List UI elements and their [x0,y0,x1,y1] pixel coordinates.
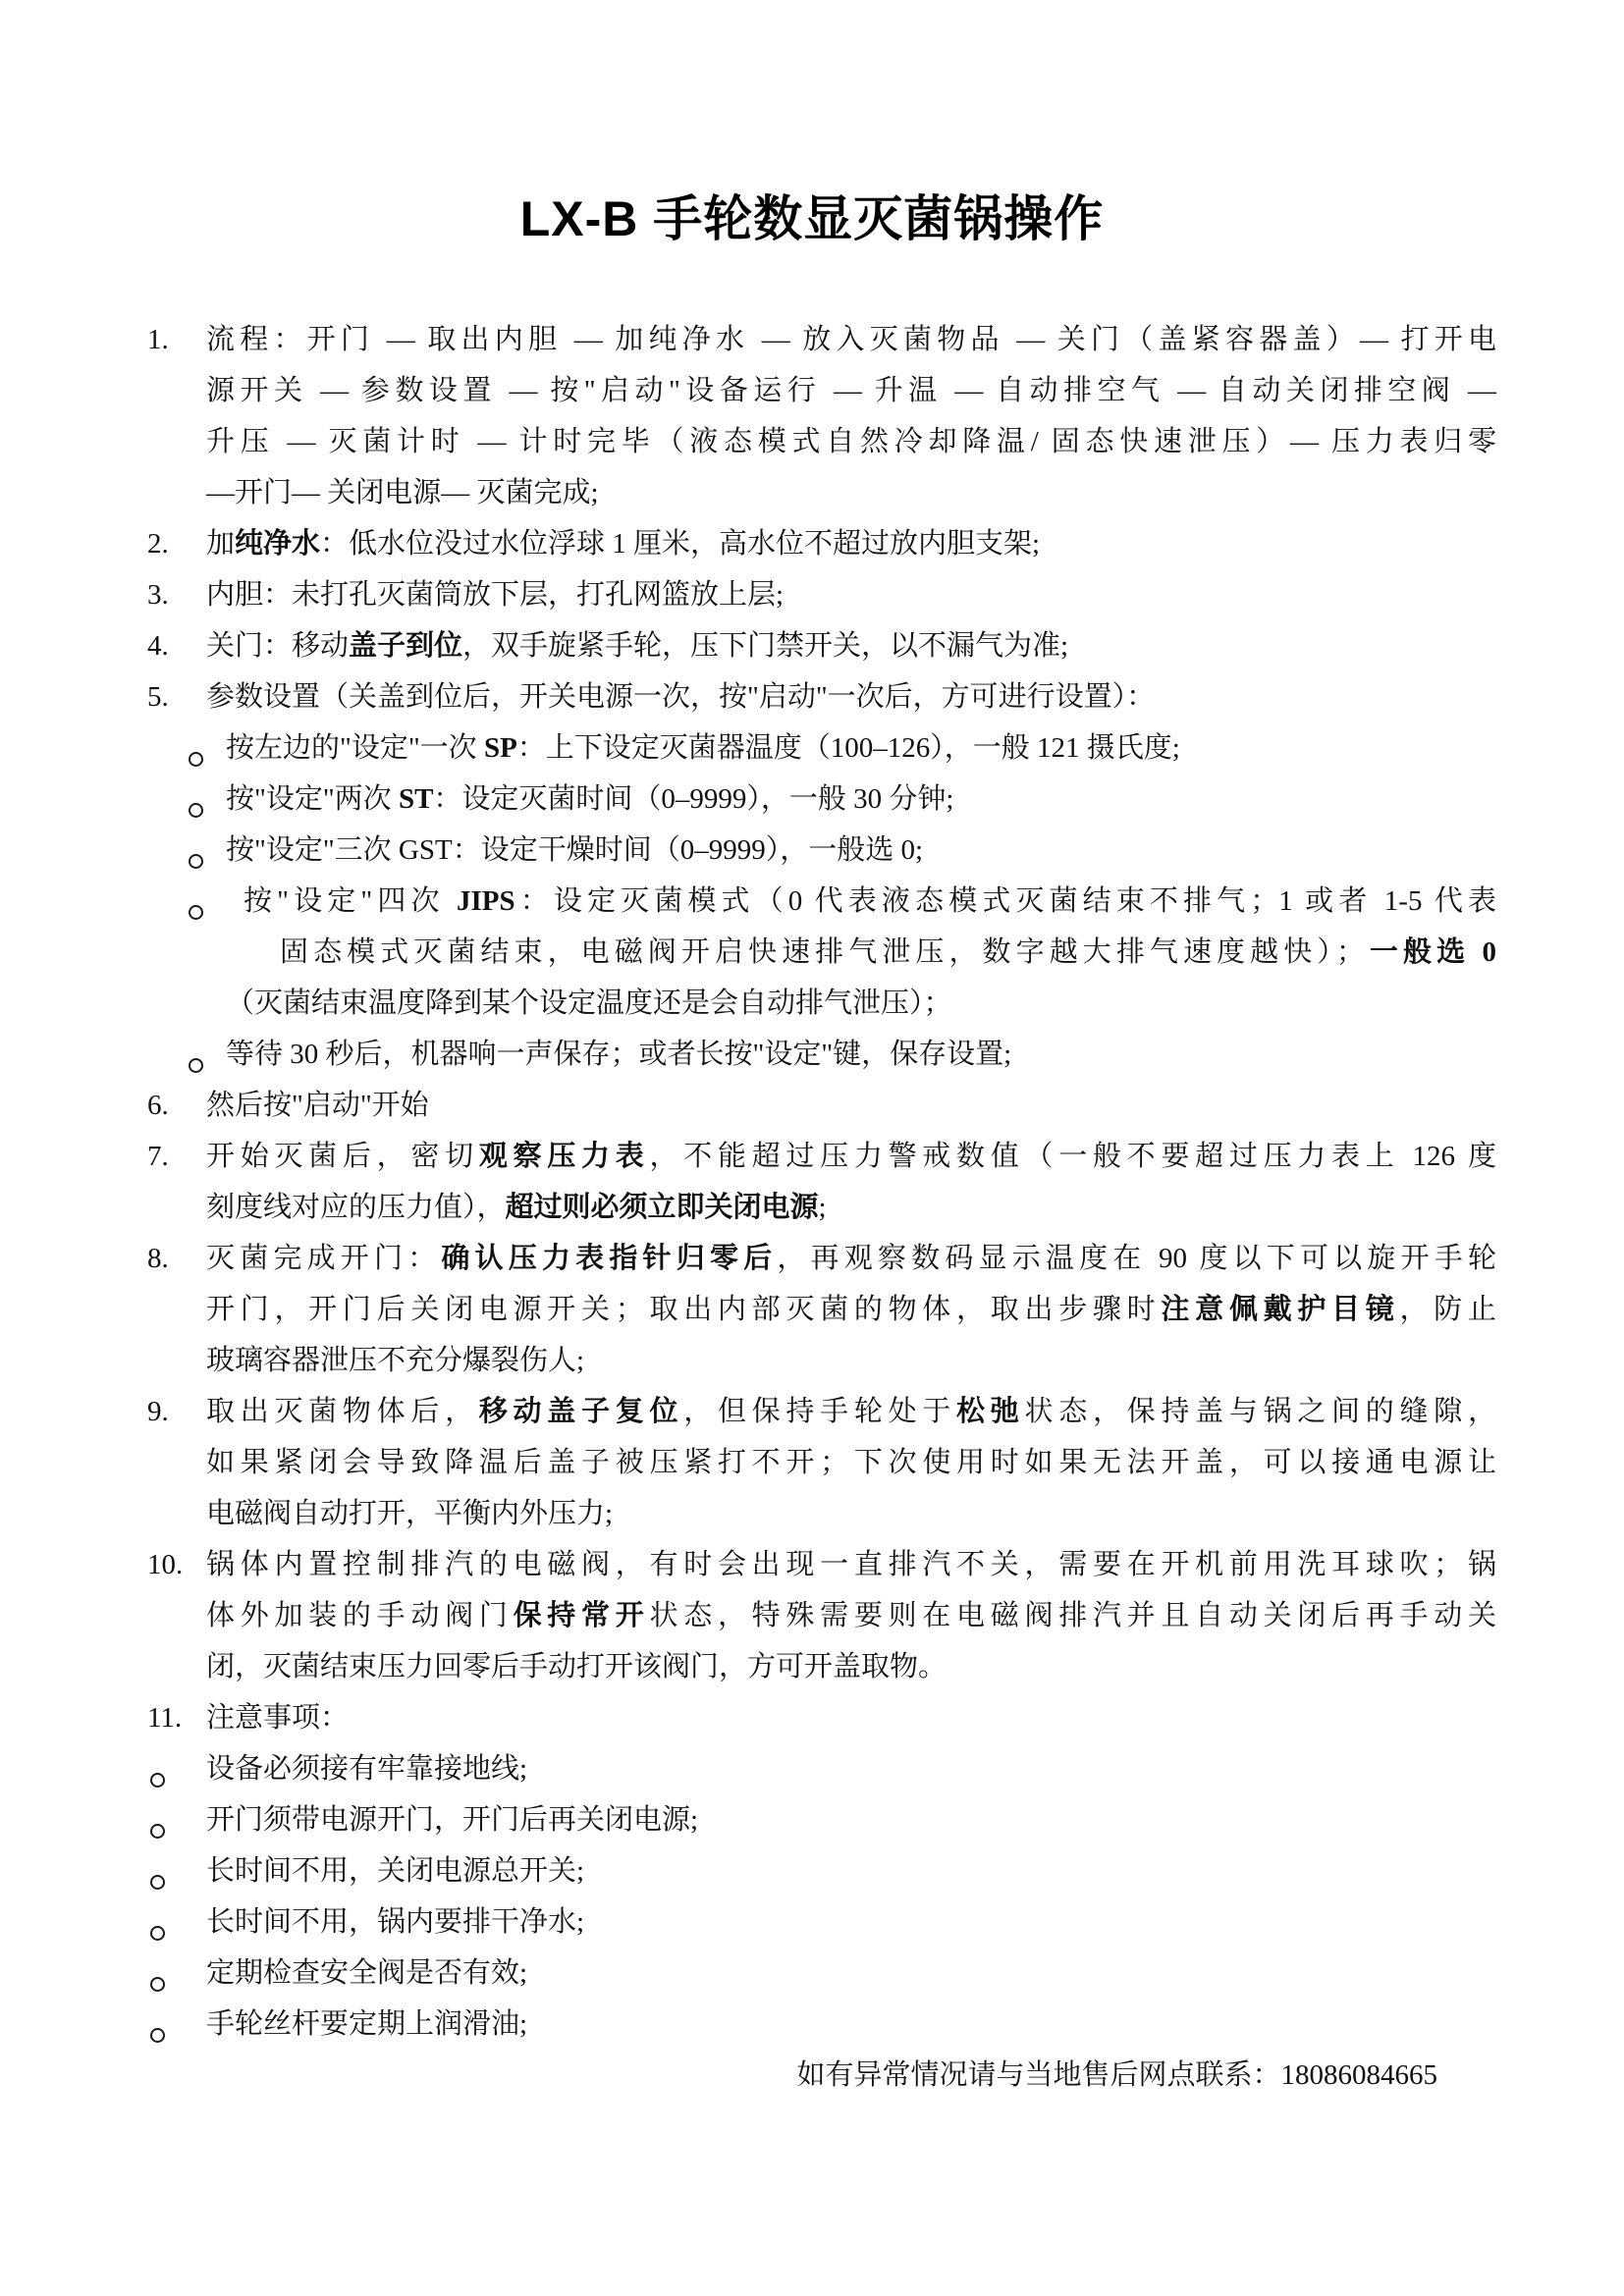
text-line: 内胆：未打孔灭菌筒放下层，打孔网篮放上层; [206,579,785,611]
item-9-reset-lid [0,1386,1496,1539]
text-line: 按左边的"设定"一次 SP：上下设定灭菌器温度（100–126），一般 121 摄氏度; [226,732,1180,764]
item-5-sub-jips [0,876,1496,1029]
item-5-sub-sp [0,722,1496,774]
note-safety-valve [0,1948,1496,1999]
note-power-on-open [0,1794,1496,1845]
item-8-open-after-done [0,1233,1496,1386]
text-line: 锅体内置控制排汽的电磁阀，有时会出现一直排汽不关，需要在开机前用洗耳球吹；锅 [206,1549,1496,1580]
text-line: 然后按"启动"开始 [206,1090,429,1121]
item-10-solenoid-valve [0,1539,1496,1692]
circle-bullet-icon [189,894,203,927]
text-line: 灭菌完成开门：确认压力表指针归零后，再观察数码显示温度在 90 度以下可以旋开手轮 [206,1243,1496,1274]
circle-bullet-icon [150,2017,165,2050]
text-line: 取出灭菌物体后，移动盖子复位，但保持手轮处于松弛状态，保持盖与锅之间的缝隙， [206,1396,1496,1427]
text-line: —开门— 关闭电源— 灭菌完成; [206,477,599,508]
text-line: 加纯净水：低水位没过水位浮球 1 厘米，高水位不超过放内胆支架; [206,528,1041,560]
note-main-switch [0,1845,1496,1896]
item-5-sub-st [0,774,1496,825]
list-number: 2. [147,528,169,560]
text-line: 长时间不用，锅内要排干净水; [206,1906,585,1938]
list-number: 6. [147,1090,169,1121]
text-line: 关门：移动盖子到位，双手旋紧手轮，压下门禁开关，以不漏气为准; [206,630,1069,662]
doc-list [0,314,1624,2050]
note-drain-water [0,1896,1496,1948]
text-line: 参数设置（关盖到位后，开关电源一次，按"启动"一次后，方可进行设置）： [206,681,1156,713]
circle-bullet-icon [150,1966,165,1999]
item-3-inner-chamber [0,569,1496,620]
note-lubricate [0,1999,1496,2050]
text-line: 定期检查安全阀是否有效; [206,1957,528,1989]
list-number: 11. [147,1702,183,1734]
circle-bullet-icon [189,741,203,774]
text-line: 开门，开门后关闭电源开关；取出内部灭菌的物体，取出步骤时注意佩戴护目镜，防止 [206,1294,1496,1325]
note-grounding [0,1743,1496,1794]
item-5-parameter-setting [0,671,1496,722]
circle-bullet-icon [150,1762,165,1794]
text-line: 源开关 — 参数设置 — 按"启动"设备运行 — 升温 — 自动排空气 — 自动关闭排空阀 — [206,375,1496,406]
item-1-process [0,314,1496,518]
text-line: 开始灭菌后，密切观察压力表，不能超过压力警戒数值（一般不要超过压力表上 126 度 [206,1141,1496,1172]
text-line: 手轮丝杆要定期上润滑油; [206,2008,528,2040]
circle-bullet-icon [189,792,203,825]
text-line: 固态模式灭菌结束，电磁阀开启快速排气泄压，数字越大排气速度越快）；一般选 0 [280,936,1496,968]
item-6-start [0,1080,1496,1131]
list-number: 8. [147,1243,169,1274]
list-number: 4. [147,630,169,662]
item-2-add-water [0,518,1496,569]
text-line: 流程：开门 — 取出内胆 — 加纯净水 — 放入灭菌物品 — 关门（盖紧容器盖）— 打开电 [206,324,1496,355]
list-number: 10. [147,1549,184,1580]
page-title: LX-B 手轮数显灭菌锅操作 [519,191,1105,246]
circle-bullet-icon [189,1047,203,1080]
circle-bullet-icon [189,843,203,876]
text-line: 刻度线对应的压力值），超过则必须立即关闭电源; [206,1192,827,1223]
item-11-notes [0,1692,1496,1743]
circle-bullet-icon [150,1813,165,1845]
item-5-sub-gst [0,825,1496,876]
circle-bullet-icon [150,1864,165,1896]
text-line: 闭，灭菌结束压力回零后手动打开该阀门，方可开盖取物。 [206,1651,947,1682]
text-line: 如果紧闭会导致降温后盖子被压紧打不开；下次使用时如果无法开盖，可以接通电源让 [206,1447,1496,1478]
text-line: 体外加装的手动阀门保持常开状态，特殊需要则在电磁阀排汽并且自动关闭后再手动关 [206,1600,1496,1631]
text-line: （灭菌结束温度降到某个设定温度还是会自动排气泄压）； [226,988,952,1019]
item-7-watch-gauge [0,1131,1496,1233]
text-line: 设备必须接有牢靠接地线; [206,1753,528,1785]
text-line: 等待 30 秒后，机器响一声保存；或者长按"设定"键，保存设置; [226,1039,1012,1070]
list-number: 5. [147,681,169,713]
text-line: 注意事项： [206,1702,350,1734]
text-line: 玻璃容器泄压不充分爆裂伤人; [206,1345,585,1376]
text-line: 电磁阀自动打开，平衡内外压力; [206,1498,614,1529]
text-line: 按"设定"四次 JIPS：设定灭菌模式（0 代表液态模式灭菌结束不排气；1 或者 1-5 代表 [244,885,1496,917]
item-5-sub-save [0,1029,1496,1080]
text-line: 开门须带电源开门，开门后再关闭电源; [206,1804,699,1836]
list-number: 1. [147,324,169,355]
text-line: 升压 — 灭菌计时 — 计时完毕（液态模式自然冷却降温/ 固态快速泄压）— 压力表归零 [206,426,1496,457]
item-4-close-door [0,620,1496,671]
list-number: 9. [147,1396,169,1427]
circle-bullet-icon [150,1915,165,1948]
text-line: 按"设定"两次 ST：设定灭菌时间（0–9999），一般 30 分钟; [226,783,954,815]
list-number: 7. [147,1141,169,1172]
text-line: 按"设定"三次 GST：设定干燥时间（0–9999），一般选 0; [226,834,924,866]
list-number: 3. [147,579,169,611]
footer-contact: 如有异常情况请与当地售后网点联系：18086084665 [796,2059,1437,2091]
text-line: 长时间不用，关闭电源总开关; [206,1855,585,1887]
